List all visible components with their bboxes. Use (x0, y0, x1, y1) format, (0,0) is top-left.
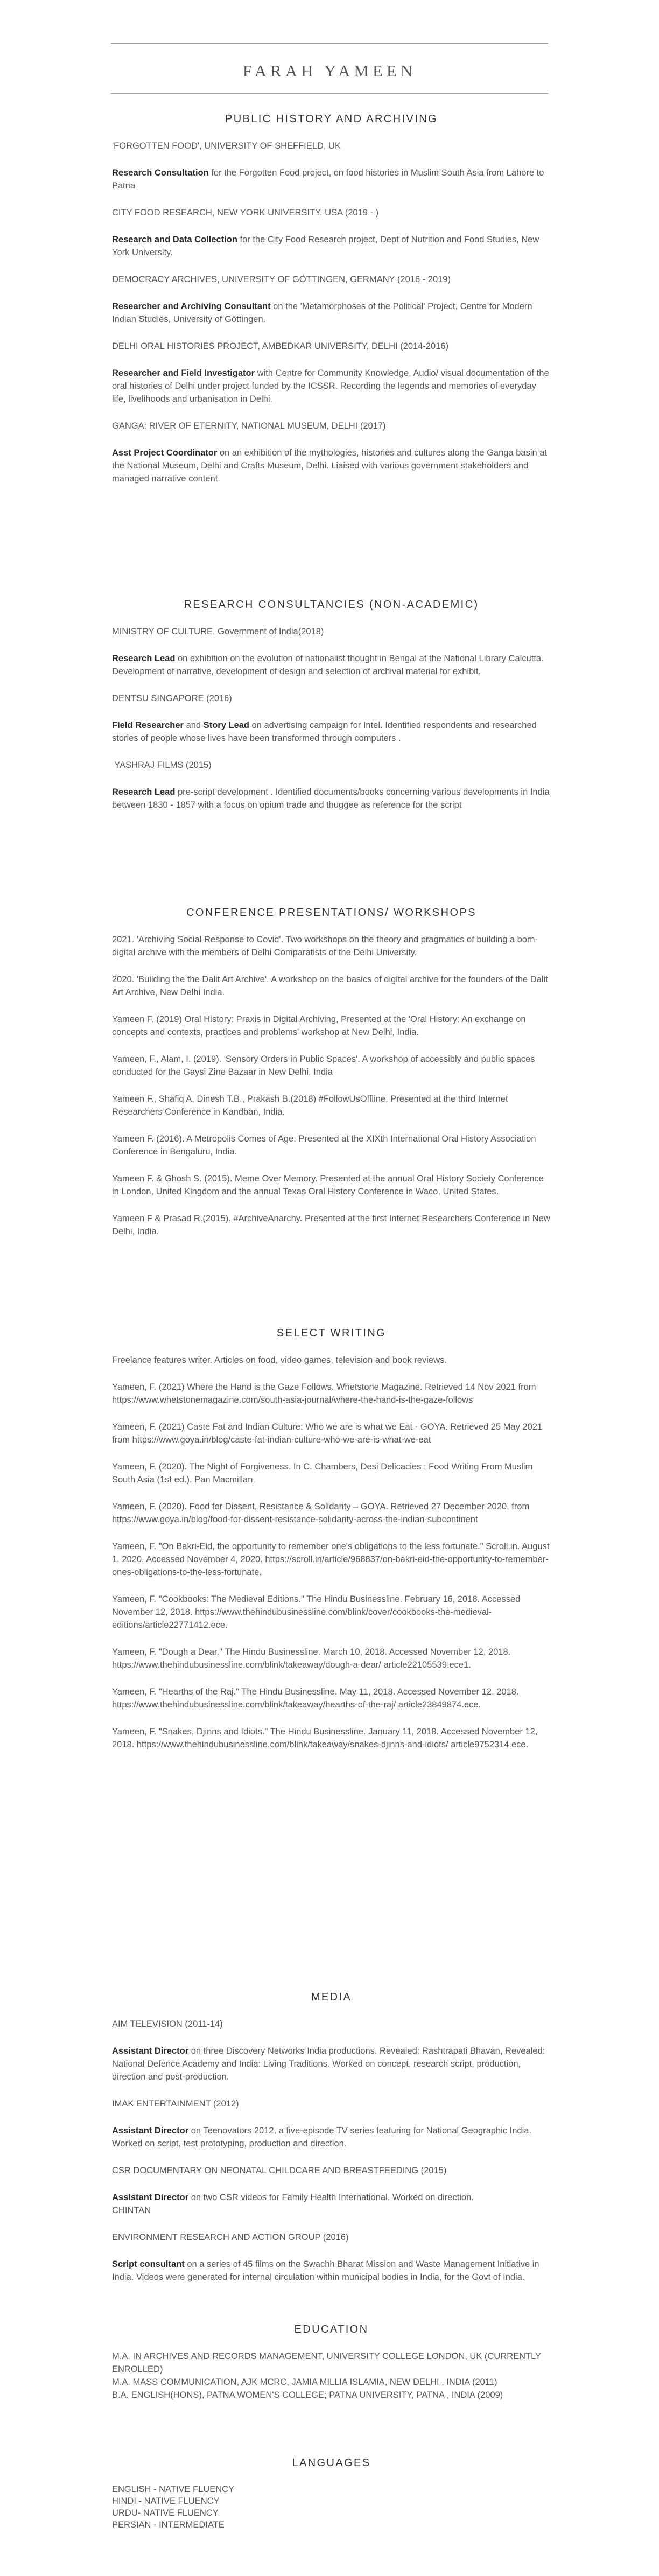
section-languages (112, 2457, 551, 2531)
language-item: URDU- NATIVE FLUENCY (112, 2508, 219, 2518)
media-entry: Assistant Director on Teenovators 2012, a five-episode TV series featuring for National Geographic India. Worked on script, test prototyping, production and direction. (112, 2126, 532, 2148)
section-education (112, 2323, 551, 2402)
education-entry: B.A. ENGLISH(HONS), PATNA WOMEN'S COLLEGE; PATNA UNIVERSITY, PATNA , INDIA (2009) (112, 2390, 503, 2400)
public-history-entry: Researcher and Archiving Consultant on the 'Metamorphoses of the Political' Project, Centre for Modern Indian Studies, University of Göttingen. (112, 302, 532, 324)
conference-entry: Yameen F. (2016). A Metropolis Comes of Age. Presented at the XIXth International Oral History Association Conference in Bengaluru, India. (112, 1134, 536, 1157)
public-history-entry: 'FORGOTTEN FOOD', UNIVERSITY OF SHEFFIELD, UK (112, 141, 341, 151)
language-item: PERSIAN - INTERMEDIATE (112, 2520, 225, 2530)
conference-entry: Yameen F. & Ghosh S. (2015). Meme Over Memory. Presented at the annual Oral History Society Conference in London, United Kingdom and the annual Texas Oral History Conference in Waco, United States. (112, 1174, 544, 1196)
conference-entry: 2020. 'Building the the Dalit Art Archive'. A workshop on the basics of digital archive for the founders of the Dalit Art Archive, New Delhi India. (112, 975, 548, 997)
public-history-entry: Asst Project Coordinator on an exhibition of the mythologies, histories and cultures along the Ganga basin at the National Museum, Delhi and Crafts Museum, Delhi. Liaised with various government stakeholders and managed narrative content. (112, 448, 548, 484)
section-title-languages: LANGUAGES (292, 2457, 371, 2469)
media-entry: AIM TELEVISION (2011-14) (112, 2019, 223, 2029)
writing-entry: Yameen, F. (2021) Caste Fat and Indian Culture: Who we are is what we Eat - GOYA. Retrieved 25 May 2021 from https://www.goya.in/blog/caste-fat-indian-culture-who-we-are-is-what-we-eat (112, 1422, 543, 1445)
language-item: HINDI - NATIVE FLUENCY (112, 2496, 220, 2506)
media-entry: ENVIRONMENT RESEARCH AND ACTION GROUP (2016) (112, 2232, 349, 2242)
conference-entry: 2021. 'Archiving Social Response to Covid'. Two workshops on the theory and pragmatics of building a born-digital archive with the members of Delhi Comparatists of the Delhi University. (112, 935, 538, 957)
conference-entry: Yameen F & Prasad R.(2015). #ArchiveAnarchy. Presented at the first Internet Researchers Conference in New Delhi, India. (112, 1214, 550, 1236)
public-history-entry: Researcher and Field Investigator with Centre for Community Knowledge, Audio/ visual documentation of the oral histories of Delhi under project funded by the ICSSR. Recording the legends and memories of everyday life, livelihoods and urbanisation in Delhi. (112, 368, 549, 404)
section-writing (112, 1327, 551, 1765)
section-title-education: EDUCATION (294, 2323, 369, 2335)
writing-entry: Yameen, F. "Hearths of the Raj." The Hindu Businessline. May 11, 2018. Accessed November 12, 2018. https://www.thehindubusinessline.com/blink/takeaway/hearths-of-the-raj/ article23849874.ece. (112, 1687, 519, 1710)
consultancy-entry: Field Researcher and Story Lead on advertising campaign for Intel. Identified respondents and researched stories of people whose lives have been transformed through computers . (112, 720, 537, 743)
section-title-conferences: CONFERENCE PRESENTATIONS/ WORKSHOPS (186, 907, 476, 919)
public-history-entry: Research Consultation for the Forgotten Food project, on food histories in Muslim South Asia from Lahore to Patna (112, 168, 544, 191)
education-entry: M.A. IN ARCHIVES AND RECORDS MANAGEMENT, UNIVERSITY COLLEGE LONDON, UK (CURRENTLY ENROLLED) (112, 2351, 541, 2374)
writing-entry: Yameen, F. "On Bakri-Eid, the opportunity to remember one's obligations to the less fortunate." Scroll.in. August 1, 2020. Accessed November 4, 2020. https://scroll.in/article/968837/on-bakri-eid-the-opportunity-to-remember-ones-obligations-to-the-less-fortunate. (112, 1542, 550, 1577)
section-title-public-history: PUBLIC HISTORY AND ARCHIVING (225, 113, 438, 125)
section-title-writing: SELECT WRITING (276, 1327, 387, 1339)
education-entry: M.A. MASS COMMUNICATION, AJK MCRC, JAMIA MILLIA ISLAMIA, NEW DELHI , INDIA (2011) (112, 2377, 497, 2387)
public-history-entry: DEMOCRACY ARCHIVES, UNIVERSITY OF GÖTTINGEN, GERMANY (2016 - 2019) (112, 275, 451, 284)
section-conferences (112, 907, 551, 1252)
writing-entry: Yameen, F. (2021) Where the Hand is the Gaze Follows. Whetstone Magazine. Retrieved 14 Nov 2021 from https://www.whetstonemagazine.com/south-asia-journal/where-the-hand-is-the-gaze-follows (112, 1382, 536, 1405)
consultancy-entry: MINISTRY OF CULTURE, Government of India(2018) (112, 627, 324, 636)
public-history-entry: GANGA: RIVER OF ETERNITY, NATIONAL MUSEUM, DELHI (2017) (112, 421, 386, 431)
writing-entry: Yameen, F. "Cookbooks: The Medieval Editions." The Hindu Businessline. February 16, 2018. Accessed November 12, 2018. https://www.thehindubusinessline.com/blink/cover/cookbooks-the-medieval- editions/article22771412.ece. (112, 1594, 521, 1630)
media-entry: CHINTAN (112, 2206, 151, 2215)
consultancy-entry: DENTSU SINGAPORE (2016) (112, 694, 232, 703)
consultancy-entry: YASHRAJ FILMS (2015) (112, 760, 212, 770)
header-bottom-rule (111, 93, 548, 94)
section-media (112, 1991, 551, 2298)
section-title-media: MEDIA (311, 1991, 352, 2003)
media-entry: Script consultant on a series of 45 films on the Swachh Bharat Mission and Waste Management Initiative in India. Videos were generated for internal circulation within municipal bodies in India, for the Govt of India. (112, 2259, 539, 2282)
media-entry: Assistant Director on two CSR videos for Family Health International. Worked on direction. (112, 2193, 474, 2202)
media-entry: IMAK ENTERTAINMENT (2012) (112, 2099, 239, 2109)
public-history-entry: Research and Data Collection for the City Food Research project, Dept of Nutrition and Food Studies, New York University. (112, 235, 539, 257)
resume-name: FARAH YAMEEN (242, 61, 417, 80)
public-history-entry: CITY FOOD RESEARCH, NEW YORK UNIVERSITY, USA (2019 - ) (112, 208, 379, 218)
consultancy-entry: Research Lead on exhibition on the evolution of nationalist thought in Bengal at the National Library Calcutta. Development of narrative, development of design and selection of archival material for exhibit. (112, 654, 544, 676)
section-title-consultancies: RESEARCH CONSULTANCIES (NON-ACADEMIC) (184, 599, 479, 611)
writing-entry: Yameen, F. "Snakes, Djinns and Idiots." The Hindu Businessline. January 11, 2018. Accessed November 12, 2018. https://www.thehindubusinessline.com/blink/takeaway/snakes-djinns-and-idiots/ article9752314.ece. (112, 1727, 538, 1749)
conference-entry: Yameen F. (2019) Oral History: Praxis in Digital Archiving, Presented at the 'Oral History: An exchange on concepts and contexts, practices and problems' workshop at New Delhi, India. (112, 1014, 526, 1037)
language-item: ENGLISH - NATIVE FLUENCY (112, 2484, 235, 2494)
consultancy-entry: Research Lead pre-script development . Identified documents/books concerning various developments in India between 1830 - 1857 with a focus on opium trade and thuggee as reference for the script (112, 787, 550, 810)
writing-entry: Freelance features writer. Articles on food, video games, television and book reviews. (112, 1355, 447, 1365)
public-history-entry: DELHI ORAL HISTORIES PROJECT, AMBEDKAR UNIVERSITY, DELHI (2014-2016) (112, 341, 449, 351)
section-consultancies (112, 599, 551, 825)
writing-entry: Yameen, F. (2020). The Night of Forgiveness. In C. Chambers, Desi Delicacies : Food Writing From Muslim South Asia (1st ed.). Pan Macmillan. (112, 1462, 533, 1485)
writing-entry: Yameen, F. (2020). Food for Dissent, Resistance & Solidarity – GOYA. Retrieved 27 December 2020, from https://www.goya.in/blog/food-for-dissent-resistance-solidarity-across-the-indian-subcontinent (112, 1502, 530, 1524)
conference-entry: Yameen, F., Alam, I. (2019). 'Sensory Orders in Public Spaces'. A workshop of accessibly and public spaces conducted for the Gaysi Zine Bazaar in New Delhi, India (112, 1054, 535, 1077)
section-public-history (112, 113, 551, 499)
media-entry: CSR DOCUMENTARY ON NEONATAL CHILDCARE AND BREASTFEEDING (2015) (112, 2166, 447, 2175)
header-top-rule (111, 43, 548, 44)
conference-entry: Yameen F., Shafiq A, Dinesh T.B., Prakash B.(2018) #FollowUsOffline, Presented at the third Internet Researchers Conference in Kandban, India. (112, 1094, 508, 1117)
media-entry: Assistant Director on three Discovery Networks India productions. Revealed: Rashtrapati Bhavan, Revealed: National Defence Academy and India: Living Traditions. Worked on concept, research script, production, direction and post-production. (112, 2046, 545, 2082)
writing-entry: Yameen, F. "Dough a Dear." The Hindu Businessline. March 10, 2018. Accessed November 12, 2018. https://www.thehindubusinessline.com/blink/takeaway/dough-a-dear/ article22105539.ece1. (112, 1647, 511, 1670)
